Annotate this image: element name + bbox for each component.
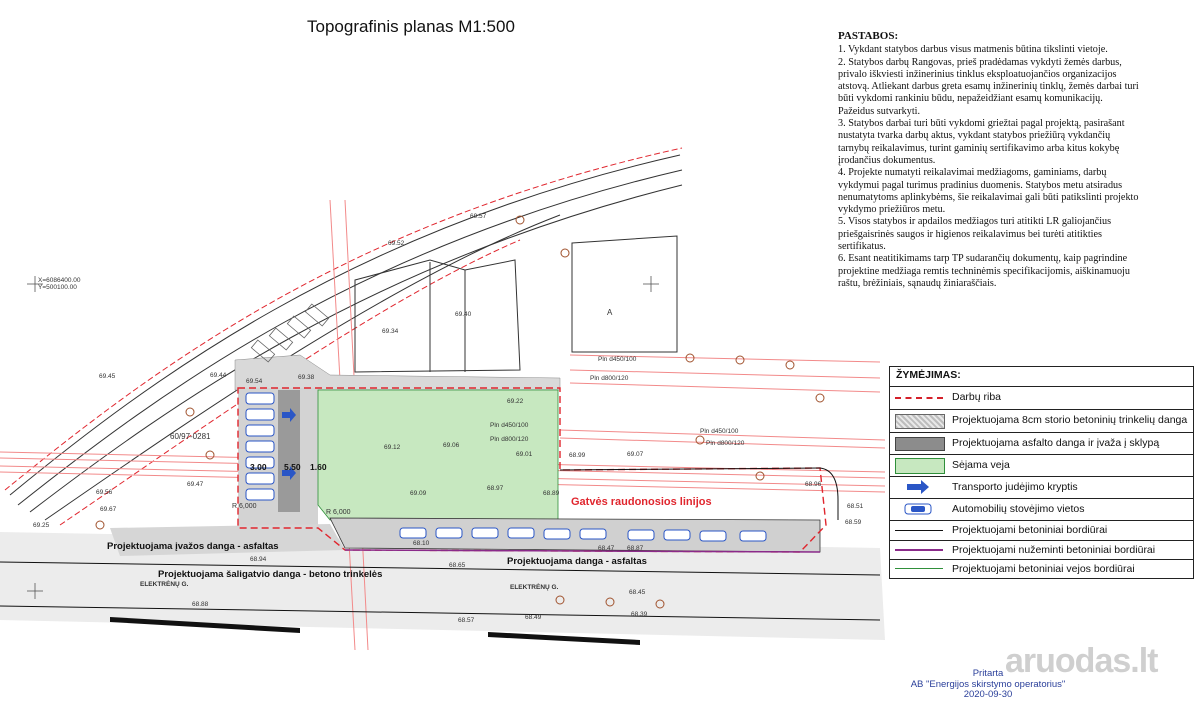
legend-label: Projektuojama asfalto danga ir įvaža į sklypą <box>952 437 1160 449</box>
asphalt-fill-icon <box>895 437 945 451</box>
elevation-label: 68.51 <box>847 503 864 510</box>
legend-box <box>889 366 1194 579</box>
note-line: 5. Visos statybos ir apdailos medžiagos turi atitikti LR galiojančius <box>838 216 1112 228</box>
pipe-label: Pln d450/100 <box>490 422 529 429</box>
parking-spot-icon <box>895 501 943 517</box>
dimension-label: 5.50 <box>284 462 301 472</box>
coordinate-y: Y=500100.00 <box>38 284 77 291</box>
elevation-label: 68.57 <box>458 617 475 624</box>
buildings <box>355 236 677 372</box>
elevation-label: 69.45 <box>99 373 116 380</box>
dimension-label: 1.60 <box>310 462 327 472</box>
note-line: 6. Esant neatitikimams tarp TP sudarančių dokumentų, kaip pagrindine <box>838 253 1128 265</box>
elevation-label: 69.47 <box>187 481 204 488</box>
legend-item <box>890 386 1193 409</box>
parcel-label: 60/97-0281 <box>170 432 211 441</box>
legend-label: Projektuojami betoniniai vejos bordiūrai <box>952 563 1135 575</box>
elevation-label: 69.57 <box>470 213 487 220</box>
coordinate-x: X=6086400.00 <box>38 277 81 284</box>
note-line: Pažeidus sutvarkyti. <box>838 105 921 117</box>
pipe-label: Pln d450/100 <box>598 356 637 363</box>
note-line: sertifikatus. <box>838 241 886 253</box>
plan-title: Topografinis planas M1:500 <box>307 17 515 36</box>
elevation-label: 69.09 <box>410 490 427 497</box>
note-line: nenumatytoms aplinkybėms, šie reikalavimai gali būti patikslinti projekto <box>838 191 1139 203</box>
note-line: vykdymui pagal turimus pradinius duomenis. Statybos metu atsiradus <box>838 179 1123 191</box>
elevation-label: 69.01 <box>516 451 533 458</box>
note-line: 2. Statybos darbų Rangovas, prieš pradėdamas vykdyti žemės darbus, <box>838 56 1122 68</box>
note-line: privalo iškviesti inžinerinius tinklus eksploatuojančios organizacijos <box>838 68 1117 80</box>
elevation-label: 68.45 <box>629 589 646 596</box>
legend-label: Sėjama veja <box>952 459 1010 471</box>
legend-item <box>890 520 1193 540</box>
roadway-label: Projektuojama danga - asfaltas <box>507 556 647 567</box>
elevation-label: 68.97 <box>487 485 504 492</box>
red-line-label: Gatvės raudonosios linijos <box>571 496 712 508</box>
legend-label: Projektuojama 8cm storio betoninių trinkelių danga <box>952 414 1188 426</box>
elevation-label: 69.34 <box>382 328 399 335</box>
legend-label: Projektuojami betoniniai bordiūrai <box>952 524 1108 536</box>
note-line: 3. Statybos darbai turi būti vykdomi griežtai pagal projektą, pasirašant <box>838 118 1125 130</box>
elevation-label: 68.88 <box>192 601 209 608</box>
notes-heading: PASTABOS: <box>838 30 899 42</box>
elevation-label: 69.07 <box>627 451 644 458</box>
note-line: 1. Vykdant statybos darbus visus matmenis būtina tikslinti vietoje. <box>838 44 1108 56</box>
lawn-fill-icon <box>895 458 945 474</box>
elevation-label: 69.52 <box>388 240 405 247</box>
note-line: atstovą. Atliekant darbus greta esamų inžinerinių tinklų, žemės darbai turi <box>838 81 1139 93</box>
legend-heading: ŽYMĖJIMAS: <box>896 369 961 381</box>
elevation-label: 69.38 <box>298 374 315 381</box>
elevation-label: 69.06 <box>443 442 460 449</box>
legend-label: Transporto judėjimo kryptis <box>952 481 1078 493</box>
pipe-label: Pln d800/120 <box>490 436 529 443</box>
note-line: tarnybų reikalavimus, turint gaminių sertifikavimo arba kitus kokybę <box>838 142 1120 154</box>
paver-area-north <box>235 355 560 390</box>
elevation-label: 68.10 <box>413 540 430 547</box>
blue-arrow-icon <box>895 479 943 495</box>
paver-hatch-icon <box>895 414 945 429</box>
note-line: raštu, brėžiniais, sąnaudų žiniaraščiais. <box>838 277 997 289</box>
legend-item <box>890 540 1193 559</box>
approval-company: AB "Energijos skirstymo operatorius" <box>910 678 1066 690</box>
notes-block <box>838 30 1158 290</box>
legend-item <box>890 432 1193 454</box>
elevation-label: 69.12 <box>384 444 401 451</box>
rail-bar-east <box>488 632 640 645</box>
note-line: būti vykdomi rankiniu būdu, nepažeidžiant esamų komunikacijų. <box>838 93 1103 105</box>
green-line-icon <box>895 568 943 569</box>
legend-label: Automobilių stovėjimo vietos <box>952 503 1085 515</box>
legend-item <box>890 498 1193 520</box>
legend-item <box>890 476 1193 498</box>
elevation-label: 68.99 <box>569 452 586 459</box>
street-name: ELEKTRĖNŲ G. <box>510 584 559 591</box>
elevation-label: 69.54 <box>246 378 263 385</box>
approval-stamp <box>904 669 1072 701</box>
dimension-label: 3.00 <box>250 462 267 472</box>
asphalt-area <box>278 390 300 512</box>
black-line-icon <box>895 530 943 531</box>
plot-label: A <box>607 308 613 317</box>
elevation-label: 68.94 <box>250 556 267 563</box>
legend-item <box>890 454 1193 476</box>
pipe-label: Pln d450/100 <box>700 428 739 435</box>
elevation-label: 68.87 <box>627 545 644 552</box>
elevation-label: 68.39 <box>631 611 648 618</box>
approval-line: Pritarta <box>972 668 1004 679</box>
parking-spots-west <box>246 393 274 500</box>
elevation-label: 69.40 <box>455 311 472 318</box>
radius-label: R 6,000 <box>232 503 257 510</box>
pipe-label: Pln d800/120 <box>590 375 629 382</box>
watermark-logo: aruodas.lt <box>1005 642 1158 680</box>
pipe-label: Pln d800/120 <box>706 440 745 447</box>
sidewalk-label: Projektuojama šaligatvio danga - betono trinkelės <box>158 569 383 580</box>
legend-item <box>890 409 1193 432</box>
note-line: priešgaisrinės saugos ir higienos reikalavimus bei turėti atitikties <box>838 228 1102 240</box>
radius-label: R 6,000 <box>326 509 351 516</box>
elevation-label: 69.56 <box>96 489 113 496</box>
purple-line-icon <box>895 549 943 551</box>
legend-item <box>890 559 1193 578</box>
legend-label: Projektuojami nužeminti betoniniai bordiūrai <box>952 544 1156 556</box>
elevation-label: 68.49 <box>525 614 542 621</box>
driveway-label: Projektuojama įvažos danga - asfaltas <box>107 541 279 552</box>
elevation-label: 69.25 <box>33 522 50 529</box>
elevation-label: 69.44 <box>210 372 227 379</box>
note-line: 4. Projekte numatyti reikalavimai medžiagoms, gaminiams, darbų <box>838 167 1107 179</box>
elevation-label: 68.47 <box>598 545 615 552</box>
note-line: vykdymo priežiūros metu. <box>838 204 946 216</box>
approval-date: 2020-09-30 <box>963 689 1013 700</box>
site-plan-drawing <box>0 140 885 660</box>
elevation-label: 68.89 <box>543 490 560 497</box>
elevation-label: 68.96 <box>805 481 822 488</box>
legend-label: Darbų riba <box>952 391 1002 403</box>
note-line: nustatyta tvarka darbų aktus, vykdant statybos priežiūrą vykdančių <box>838 130 1111 142</box>
note-line: įrodančius dokumentus. <box>838 154 936 166</box>
elevation-label: 68.59 <box>845 519 862 526</box>
elevation-label: 69.22 <box>507 398 524 405</box>
street-name: ELEKTRĖNŲ G. <box>140 581 189 588</box>
red-dashed-line-icon <box>895 397 943 399</box>
note-line: projektine medžiaga remtis techninėmis specifikacijomis, aiškinamuoju <box>838 265 1130 277</box>
elevation-label: 69.67 <box>100 506 117 513</box>
elevation-label: 68.65 <box>449 562 466 569</box>
